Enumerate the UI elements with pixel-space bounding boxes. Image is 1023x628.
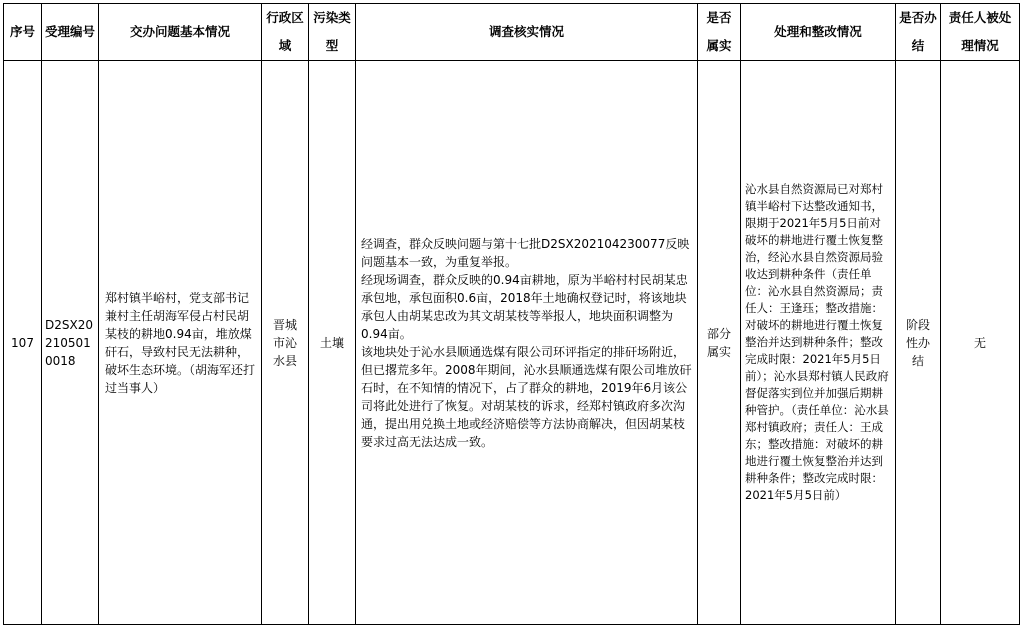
cell-closed: 阶段性办结 <box>896 61 941 625</box>
header-accountability: 责任人被处理情况 <box>941 4 1020 61</box>
header-verified: 是否属实 <box>698 4 741 61</box>
header-investigation: 调查核实情况 <box>356 4 698 61</box>
cell-pollution: 土壤 <box>309 61 356 625</box>
cell-accountability: 无 <box>941 61 1020 625</box>
header-issue: 交办问题基本情况 <box>99 4 262 61</box>
header-region: 行政区域 <box>262 4 309 61</box>
header-closed: 是否办结 <box>896 4 941 61</box>
header-row <box>4 4 1020 61</box>
header-handling: 处理和整改情况 <box>741 4 896 61</box>
header-code: 受理编号 <box>42 4 99 61</box>
cell-investigation: 经调查，群众反映问题与第十七批D2SX202104230077反映问题基本一致，为重复举报。 经现场调查，群众反映的0.94亩耕地，原为半峪村村民胡某忠承包地，承包面积0.6亩，2018年土地确权登记时，将该地块承包人由胡某忠改为其文胡某枝等举报人，地块面积调整为0.94亩。 该地块处于沁水县顺通选煤有限公司环评指定的排矸场附近，但已撂荒多年。2008年期间，沁水县顺通选煤有限公司堆放矸石时，在不知情的情况下，占了群众的耕地，2019年6月该公司将此处进行了恢复。对胡某枝的诉求，经郑村镇政府多次沟通，提出用兑换土地或经济赔偿等方法协商解决，但因胡某枝要求过高无法达成一致。 <box>356 61 698 625</box>
cell-handling: 沁水县自然资源局已对郑村镇半峪村下达整改通知书，限期于2021年5月5日前对破坏的耕地进行覆土恢复整治，经沁水县自然资源局验收达到耕种条件（责任单位：沁水县自然资源局；责任人：王逢珏；整改措施：对破坏的耕地进行覆土恢复整治并达到耕种条件；整改完成时限：2021年5月5日前）；沁水县郑村镇人民政府督促落实到位并加强后期耕种管护。（责任单位：沁水县郑村镇政府；责任人：王成东；整改措施：对破坏的耕地进行覆土恢复整治并达到耕种条件；整改完成时限：2021年5月5日前） <box>741 61 896 625</box>
cell-code: D2SX20210501 0018 <box>42 61 99 625</box>
cell-seq: 107 <box>4 61 42 625</box>
cell-region: 晋城市沁水县 <box>262 61 309 625</box>
header-seq: 序号 <box>4 4 42 61</box>
case-table <box>3 3 1020 625</box>
cell-issue: 郑村镇半峪村，党支部书记兼村主任胡海军侵占村民胡某枝的耕地0.94亩，堆放煤矸石，导致村民无法耕种，破坏生态环境。（胡海军还打过当事人） <box>99 61 262 625</box>
table-row <box>4 61 1020 625</box>
header-pollution: 污染类型 <box>309 4 356 61</box>
cell-verified: 部分属实 <box>698 61 741 625</box>
